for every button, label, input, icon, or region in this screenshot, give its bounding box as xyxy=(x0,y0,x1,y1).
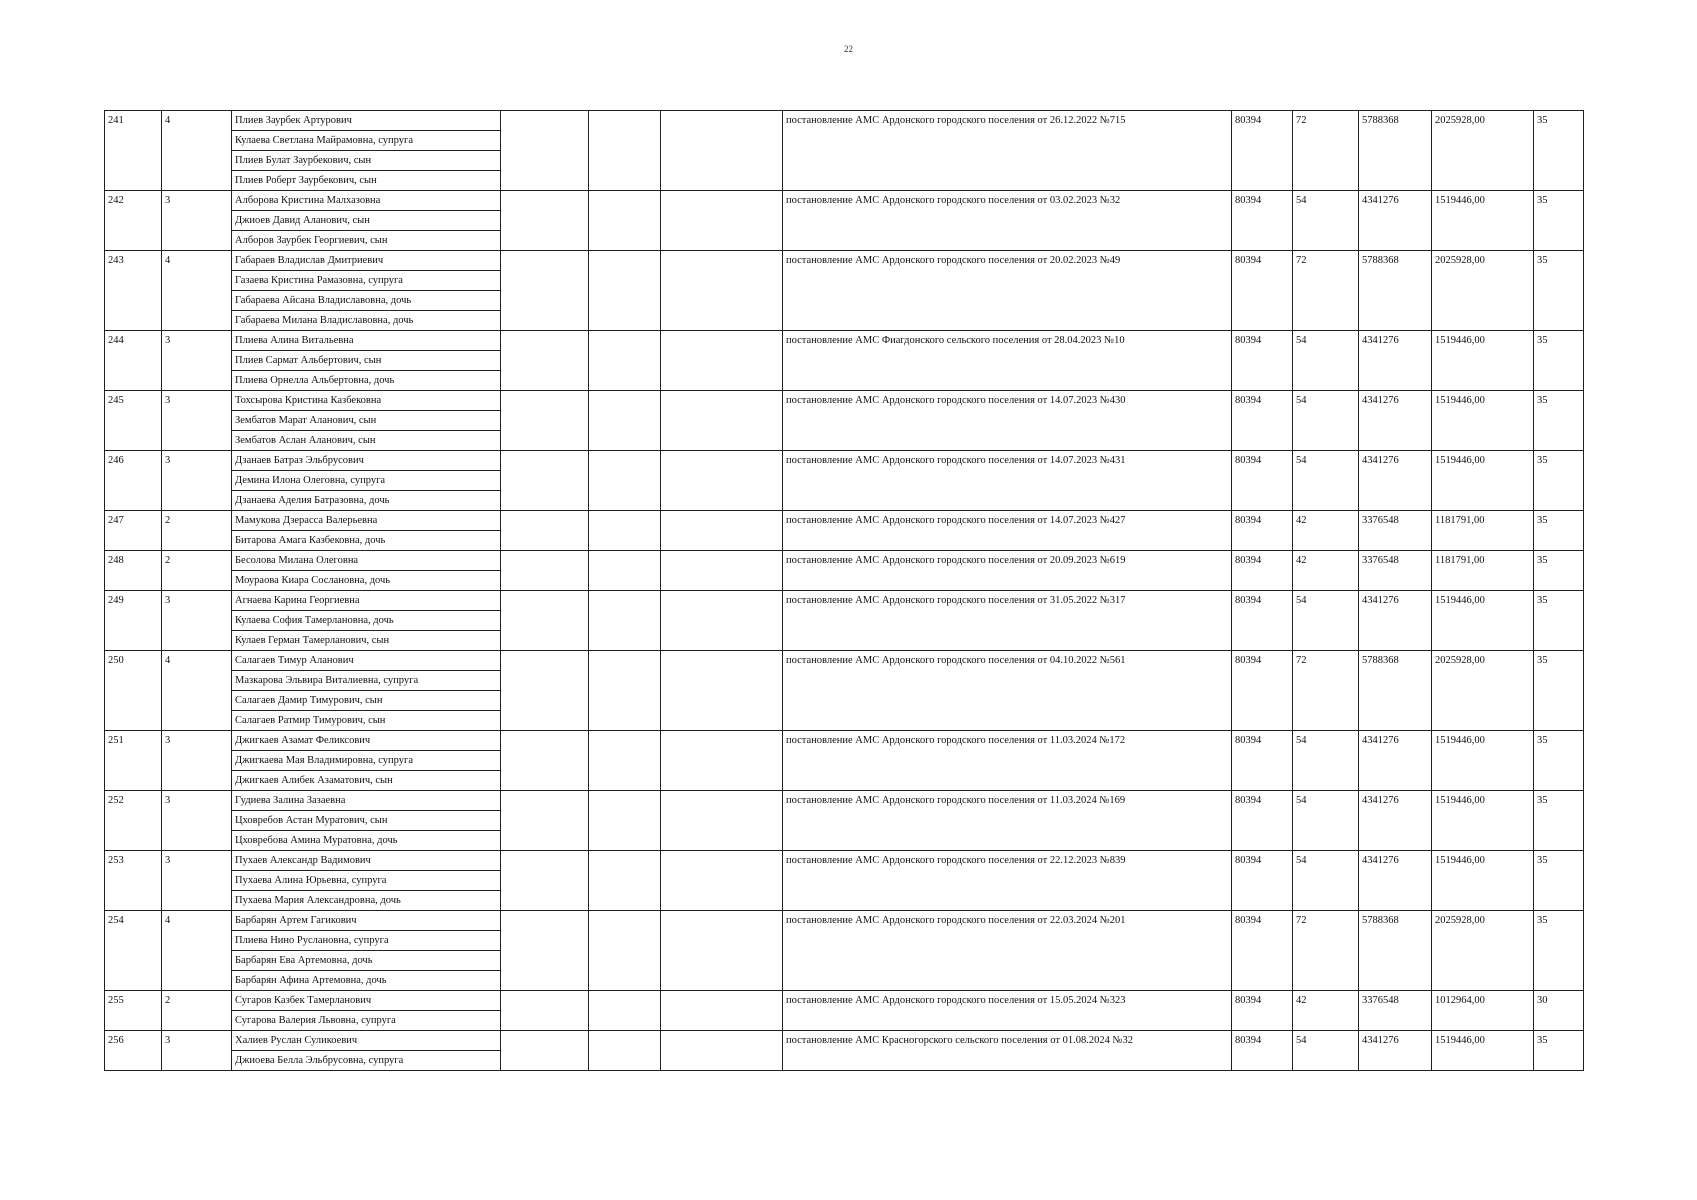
housing-area: 54 xyxy=(1293,791,1359,851)
family-member: Габараева Милана Владиславовна, дочь xyxy=(232,311,501,331)
blank-cell xyxy=(501,251,589,331)
blank-cell xyxy=(501,551,589,591)
housing-area: 54 xyxy=(1293,391,1359,451)
blank-cell xyxy=(501,911,589,991)
subsidy-percent: 35 xyxy=(1534,451,1584,511)
cost-norm: 80394 xyxy=(1232,911,1293,991)
family-size: 3 xyxy=(162,791,232,851)
housing-area: 54 xyxy=(1293,731,1359,791)
subsidy-amount: 1519446,00 xyxy=(1432,451,1534,511)
blank-cell xyxy=(661,251,783,331)
blank-cell xyxy=(661,651,783,731)
blank-cell xyxy=(589,991,661,1031)
family-member: Габараев Владислав Дмитриевич xyxy=(232,251,501,271)
family-member: Мамукова Дзерасса Валерьевна xyxy=(232,511,501,531)
decree-text: постановление АМС Ардонского городского поселения от 14.07.2023 №431 xyxy=(783,451,1232,511)
cost-norm: 80394 xyxy=(1232,391,1293,451)
blank-cell xyxy=(589,851,661,911)
table-row xyxy=(105,791,1584,811)
table-row xyxy=(105,511,1584,531)
family-member: Джигкаева Мая Владимировна, супруга xyxy=(232,751,501,771)
family-member: Барбарян Ева Артемовна, дочь xyxy=(232,951,501,971)
housing-cost: 4341276 xyxy=(1359,731,1432,791)
blank-cell xyxy=(661,331,783,391)
housing-cost: 3376548 xyxy=(1359,991,1432,1031)
record-number: 251 xyxy=(105,731,162,791)
subsidy-amount: 1519446,00 xyxy=(1432,191,1534,251)
subsidy-amount: 2025928,00 xyxy=(1432,651,1534,731)
blank-cell xyxy=(589,331,661,391)
family-member: Газаева Кристина Рамазовна, супруга xyxy=(232,271,501,291)
cost-norm: 80394 xyxy=(1232,191,1293,251)
subsidy-percent: 35 xyxy=(1534,1031,1584,1071)
blank-cell xyxy=(501,731,589,791)
subsidy-amount: 2025928,00 xyxy=(1432,251,1534,331)
family-member: Плиев Роберт Заурбекович, сын xyxy=(232,171,501,191)
cost-norm: 80394 xyxy=(1232,451,1293,511)
subsidy-amount: 2025928,00 xyxy=(1432,911,1534,991)
family-member: Агнаева Карина Георгиевна xyxy=(232,591,501,611)
table-row xyxy=(105,591,1584,611)
record-number: 247 xyxy=(105,511,162,551)
family-member: Мазкарова Эльвира Виталиевна, супруга xyxy=(232,671,501,691)
cost-norm: 80394 xyxy=(1232,251,1293,331)
blank-cell xyxy=(501,851,589,911)
decree-text: постановление АМС Ардонского городского поселения от 14.07.2023 №427 xyxy=(783,511,1232,551)
decree-text: постановление АМС Фиагдонского сельского поселения от 28.04.2023 №10 xyxy=(783,331,1232,391)
cost-norm: 80394 xyxy=(1232,511,1293,551)
family-member: Плиева Алина Витальевна xyxy=(232,331,501,351)
subsidy-percent: 35 xyxy=(1534,651,1584,731)
subsidy-percent: 30 xyxy=(1534,991,1584,1031)
decree-text: постановление АМС Ардонского городского поселения от 04.10.2022 №561 xyxy=(783,651,1232,731)
record-number: 253 xyxy=(105,851,162,911)
blank-cell xyxy=(589,911,661,991)
record-number: 243 xyxy=(105,251,162,331)
family-member: Гудиева Залина Зазаевна xyxy=(232,791,501,811)
housing-cost: 4341276 xyxy=(1359,331,1432,391)
family-member: Битарова Амага Казбековна, дочь xyxy=(232,531,501,551)
table-row xyxy=(105,111,1584,131)
blank-cell xyxy=(501,591,589,651)
decree-text: постановление АМС Ардонского городского поселения от 15.05.2024 №323 xyxy=(783,991,1232,1031)
decree-text: постановление АМС Ардонского городского поселения от 11.03.2024 №172 xyxy=(783,731,1232,791)
housing-cost: 3376548 xyxy=(1359,551,1432,591)
subsidy-amount: 2025928,00 xyxy=(1432,111,1534,191)
family-member: Кулаева Светлана Майрамовна, супруга xyxy=(232,131,501,151)
cost-norm: 80394 xyxy=(1232,551,1293,591)
subsidy-amount: 1519446,00 xyxy=(1432,591,1534,651)
family-member: Пухаева Мария Александровна, дочь xyxy=(232,891,501,911)
family-member: Бесолова Милана Олеговна xyxy=(232,551,501,571)
subsidy-percent: 35 xyxy=(1534,191,1584,251)
cost-norm: 80394 xyxy=(1232,111,1293,191)
subsidy-percent: 35 xyxy=(1534,591,1584,651)
cost-norm: 80394 xyxy=(1232,591,1293,651)
family-member: Пухаева Алина Юрьевна, супруга xyxy=(232,871,501,891)
housing-area: 72 xyxy=(1293,251,1359,331)
family-member: Сугарова Валерия Львовна, супруга xyxy=(232,1011,501,1031)
subsidy-percent: 35 xyxy=(1534,111,1584,191)
table-row xyxy=(105,451,1584,471)
housing-cost: 4341276 xyxy=(1359,851,1432,911)
subsidy-percent: 35 xyxy=(1534,391,1584,451)
blank-cell xyxy=(589,731,661,791)
blank-cell xyxy=(661,391,783,451)
family-member: Цховребов Астан Муратович, сын xyxy=(232,811,501,831)
housing-area: 54 xyxy=(1293,1031,1359,1071)
family-member: Пухаев Александр Вадимович xyxy=(232,851,501,871)
housing-cost: 4341276 xyxy=(1359,1031,1432,1071)
family-member: Плиева Орнелла Альбертовна, дочь xyxy=(232,371,501,391)
housing-cost: 4341276 xyxy=(1359,591,1432,651)
housing-area: 42 xyxy=(1293,551,1359,591)
subsidy-percent: 35 xyxy=(1534,731,1584,791)
family-member: Джиоева Белла Эльбрусовна, супруга xyxy=(232,1051,501,1071)
subsidy-percent: 35 xyxy=(1534,851,1584,911)
cost-norm: 80394 xyxy=(1232,1031,1293,1071)
family-member: Тохсырова Кристина Казбековна xyxy=(232,391,501,411)
family-member: Демина Илона Олеговна, супруга xyxy=(232,471,501,491)
housing-cost: 5788368 xyxy=(1359,651,1432,731)
record-number: 252 xyxy=(105,791,162,851)
family-member: Кулаева София Тамерлановна, дочь xyxy=(232,611,501,631)
family-size: 3 xyxy=(162,331,232,391)
subsidy-percent: 35 xyxy=(1534,791,1584,851)
record-number: 255 xyxy=(105,991,162,1031)
family-member: Сугаров Казбек Тамерланович xyxy=(232,991,501,1011)
cost-norm: 80394 xyxy=(1232,991,1293,1031)
family-member: Джигкаев Азамат Феликсович xyxy=(232,731,501,751)
cost-norm: 80394 xyxy=(1232,791,1293,851)
family-member: Габараева Айсана Владиславовна, дочь xyxy=(232,291,501,311)
cost-norm: 80394 xyxy=(1232,651,1293,731)
subsidy-amount: 1519446,00 xyxy=(1432,1031,1534,1071)
page-number: 22 xyxy=(844,44,853,54)
record-number: 256 xyxy=(105,1031,162,1071)
blank-cell xyxy=(589,651,661,731)
table-row xyxy=(105,191,1584,211)
housing-cost: 4341276 xyxy=(1359,791,1432,851)
housing-cost: 5788368 xyxy=(1359,251,1432,331)
subsidy-percent: 35 xyxy=(1534,551,1584,591)
housing-area: 42 xyxy=(1293,991,1359,1031)
family-size: 3 xyxy=(162,451,232,511)
decree-text: постановление АМС Ардонского городского поселения от 26.12.2022 №715 xyxy=(783,111,1232,191)
family-member: Салагаев Тимур Аланович xyxy=(232,651,501,671)
family-member: Халиев Руслан Суликоевич xyxy=(232,1031,501,1051)
family-member: Джигкаев Алибек Азаматович, сын xyxy=(232,771,501,791)
housing-cost: 4341276 xyxy=(1359,391,1432,451)
blank-cell xyxy=(589,191,661,251)
blank-cell xyxy=(589,451,661,511)
family-member: Моураова Киара Сослановна, дочь xyxy=(232,571,501,591)
decree-text: постановление АМС Ардонского городского поселения от 03.02.2023 №32 xyxy=(783,191,1232,251)
family-member: Джиоев Давид Аланович, сын xyxy=(232,211,501,231)
family-size: 4 xyxy=(162,911,232,991)
subsidy-percent: 35 xyxy=(1534,251,1584,331)
family-size: 2 xyxy=(162,991,232,1031)
blank-cell xyxy=(661,851,783,911)
family-member: Кулаев Герман Тамерланович, сын xyxy=(232,631,501,651)
blank-cell xyxy=(589,591,661,651)
family-size: 3 xyxy=(162,591,232,651)
housing-cost: 4341276 xyxy=(1359,191,1432,251)
housing-area: 72 xyxy=(1293,911,1359,991)
subsidy-percent: 35 xyxy=(1534,911,1584,991)
blank-cell xyxy=(661,451,783,511)
family-member: Плиева Нино Руслановна, супруга xyxy=(232,931,501,951)
record-number: 248 xyxy=(105,551,162,591)
housing-cost: 3376548 xyxy=(1359,511,1432,551)
record-number: 249 xyxy=(105,591,162,651)
blank-cell xyxy=(501,451,589,511)
decree-text: постановление АМС Ардонского городского поселения от 31.05.2022 №317 xyxy=(783,591,1232,651)
blank-cell xyxy=(589,551,661,591)
subsidy-amount: 1519446,00 xyxy=(1432,851,1534,911)
blank-cell xyxy=(589,1031,661,1071)
table-row xyxy=(105,391,1584,411)
decree-text: постановление АМС Ардонского городского поселения от 22.12.2023 №839 xyxy=(783,851,1232,911)
blank-cell xyxy=(501,791,589,851)
subsidy-amount: 1012964,00 xyxy=(1432,991,1534,1031)
housing-area: 54 xyxy=(1293,451,1359,511)
blank-cell xyxy=(589,111,661,191)
housing-area: 54 xyxy=(1293,851,1359,911)
family-member: Плиев Сармат Альбертович, сын xyxy=(232,351,501,371)
blank-cell xyxy=(589,511,661,551)
subsidy-amount: 1519446,00 xyxy=(1432,391,1534,451)
blank-cell xyxy=(661,991,783,1031)
family-member: Алборов Заурбек Георгиевич, сын xyxy=(232,231,501,251)
decree-text: постановление АМС Ардонского городского поселения от 11.03.2024 №169 xyxy=(783,791,1232,851)
table-row xyxy=(105,651,1584,671)
register-body xyxy=(105,111,1584,1071)
family-size: 2 xyxy=(162,511,232,551)
subsidy-percent: 35 xyxy=(1534,331,1584,391)
family-member: Дзанаев Батраз Эльбрусович xyxy=(232,451,501,471)
family-member: Салагаев Дамир Тимурович, сын xyxy=(232,691,501,711)
decree-text: постановление АМС Ардонского городского поселения от 22.03.2024 №201 xyxy=(783,911,1232,991)
blank-cell xyxy=(501,511,589,551)
table-row xyxy=(105,251,1584,271)
family-member: Салагаев Ратмир Тимурович, сын xyxy=(232,711,501,731)
subsidy-amount: 1519446,00 xyxy=(1432,731,1534,791)
cost-norm: 80394 xyxy=(1232,331,1293,391)
blank-cell xyxy=(661,111,783,191)
family-size: 3 xyxy=(162,731,232,791)
table-row xyxy=(105,911,1584,931)
record-number: 245 xyxy=(105,391,162,451)
blank-cell xyxy=(589,391,661,451)
family-size: 3 xyxy=(162,391,232,451)
blank-cell xyxy=(589,791,661,851)
record-number: 254 xyxy=(105,911,162,991)
family-member: Алборова Кристина Малхазовна xyxy=(232,191,501,211)
family-member: Барбарян Афина Артемовна, дочь xyxy=(232,971,501,991)
housing-area: 54 xyxy=(1293,331,1359,391)
blank-cell xyxy=(589,251,661,331)
family-member: Цховребова Амина Муратовна, дочь xyxy=(232,831,501,851)
record-number: 241 xyxy=(105,111,162,191)
record-number: 242 xyxy=(105,191,162,251)
blank-cell xyxy=(501,191,589,251)
blank-cell xyxy=(661,551,783,591)
subsidy-amount: 1519446,00 xyxy=(1432,331,1534,391)
record-number: 250 xyxy=(105,651,162,731)
family-member: Зембатов Марат Аланович, сын xyxy=(232,411,501,431)
table-row xyxy=(105,551,1584,571)
record-number: 246 xyxy=(105,451,162,511)
subsidy-percent: 35 xyxy=(1534,511,1584,551)
blank-cell xyxy=(501,111,589,191)
table-row xyxy=(105,851,1584,871)
family-size: 3 xyxy=(162,1031,232,1071)
blank-cell xyxy=(661,911,783,991)
decree-text: постановление АМС Ардонского городского поселения от 20.09.2023 №619 xyxy=(783,551,1232,591)
decree-text: постановление АМС Ардонского городского поселения от 20.02.2023 №49 xyxy=(783,251,1232,331)
family-member: Дзанаева Аделия Батразовна, дочь xyxy=(232,491,501,511)
blank-cell xyxy=(661,591,783,651)
subsidy-amount: 1519446,00 xyxy=(1432,791,1534,851)
table-row xyxy=(105,991,1584,1011)
cost-norm: 80394 xyxy=(1232,731,1293,791)
record-number: 244 xyxy=(105,331,162,391)
family-member: Зембатов Аслан Аланович, сын xyxy=(232,431,501,451)
family-size: 3 xyxy=(162,191,232,251)
blank-cell xyxy=(501,331,589,391)
family-size: 4 xyxy=(162,111,232,191)
housing-area: 72 xyxy=(1293,111,1359,191)
subsidy-amount: 1181791,00 xyxy=(1432,511,1534,551)
table-row xyxy=(105,1031,1584,1051)
blank-cell xyxy=(501,1031,589,1071)
decree-text: постановление АМС Красногорского сельского поселения от 01.08.2024 №32 xyxy=(783,1031,1232,1071)
family-member: Барбарян Артем Гагикович xyxy=(232,911,501,931)
family-size: 3 xyxy=(162,851,232,911)
blank-cell xyxy=(501,391,589,451)
decree-text: постановление АМС Ардонского городского поселения от 14.07.2023 №430 xyxy=(783,391,1232,451)
family-member: Плиев Заурбек Артурович xyxy=(232,111,501,131)
table-row xyxy=(105,331,1584,351)
housing-area: 54 xyxy=(1293,191,1359,251)
family-member: Плиев Булат Заурбекович, сын xyxy=(232,151,501,171)
blank-cell xyxy=(661,731,783,791)
housing-cost: 4341276 xyxy=(1359,451,1432,511)
subsidy-amount: 1181791,00 xyxy=(1432,551,1534,591)
family-size: 2 xyxy=(162,551,232,591)
blank-cell xyxy=(661,191,783,251)
blank-cell xyxy=(661,511,783,551)
table-row xyxy=(105,731,1584,751)
housing-area: 72 xyxy=(1293,651,1359,731)
housing-area: 54 xyxy=(1293,591,1359,651)
housing-cost: 5788368 xyxy=(1359,911,1432,991)
housing-area: 42 xyxy=(1293,511,1359,551)
blank-cell xyxy=(501,991,589,1031)
family-size: 4 xyxy=(162,251,232,331)
family-size: 4 xyxy=(162,651,232,731)
blank-cell xyxy=(501,651,589,731)
cost-norm: 80394 xyxy=(1232,851,1293,911)
housing-cost: 5788368 xyxy=(1359,111,1432,191)
blank-cell xyxy=(661,791,783,851)
register-table xyxy=(104,110,1584,1071)
blank-cell xyxy=(661,1031,783,1071)
